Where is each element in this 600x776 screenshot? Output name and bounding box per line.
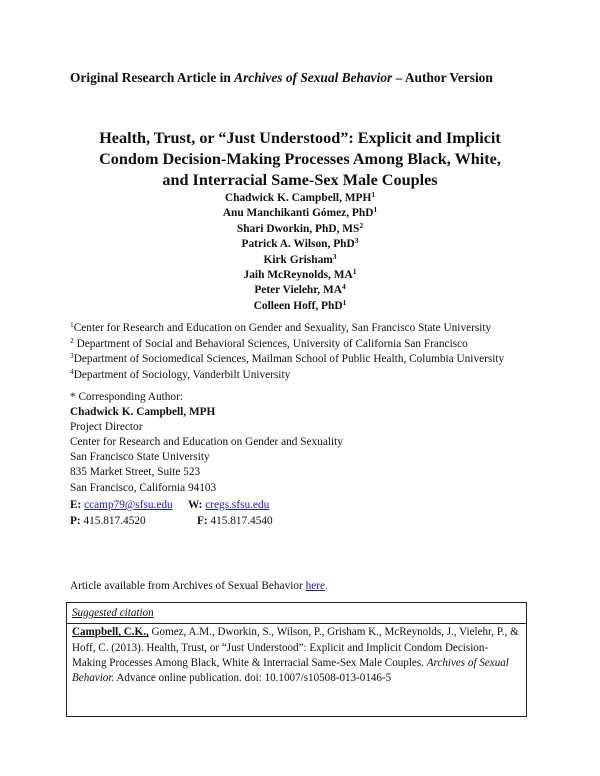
contact-row	[70, 514, 273, 530]
fax-value: 415.817.4540	[210, 514, 273, 527]
title-line: Condom Decision-Making Processes Among Black, White,	[99, 150, 501, 168]
title-line: Health, Trust, or “Just Understood”: Explicit and Implicit	[99, 129, 501, 147]
header-prefix: Original Research Article in	[70, 70, 235, 85]
author	[40, 237, 560, 252]
contact-name: Chadwick K. Campbell, MPH	[70, 406, 216, 419]
contact-details	[70, 498, 273, 529]
author	[40, 268, 560, 283]
affiliation-text: Center for Research and Education on Gender and Sexuality, San Francisco State University	[73, 322, 492, 334]
author	[40, 191, 560, 206]
affiliation	[70, 368, 504, 384]
author-name: Kirk Grisham	[263, 253, 333, 266]
web-link[interactable]: cregs.sfsu.edu	[205, 499, 270, 511]
citation-lead-author: Campbell, C.K.,	[72, 626, 149, 639]
fax-label: F:	[197, 514, 208, 527]
author-name: Anu Manchikanti Gómez, PhD	[222, 207, 374, 220]
author-affil-num: 3	[332, 251, 337, 261]
citation-box	[66, 602, 527, 717]
affiliation	[70, 352, 504, 368]
article-link[interactable]: here	[305, 580, 326, 592]
contact-city: San Francisco, California 94103	[70, 481, 217, 494]
author-affil-num: 1	[352, 267, 357, 277]
author-affil-num: 2	[359, 220, 364, 230]
author	[40, 299, 560, 314]
availability-text: Article available from Archives of Sexual Behavior	[70, 580, 306, 592]
author-affil-num: 3	[354, 236, 359, 246]
citation-divider	[67, 623, 526, 624]
author-name: Chadwick K. Campbell, MPH	[224, 192, 372, 204]
affiliation-num: 2	[70, 335, 74, 345]
contact-row	[70, 498, 273, 514]
header-journal: Archives of Sexual Behavior	[234, 70, 393, 85]
affiliation-text: Department of Social and Behavioral Sciences, University of California San Francisco	[73, 337, 468, 350]
author-affil-num: 1	[371, 190, 376, 199]
citation-tail: Advance online publication. doi: 10.1007/s10508-013-0146-5	[114, 672, 392, 685]
affiliation-list	[70, 321, 504, 383]
contact-label: * Corresponding Author:	[70, 391, 183, 403]
author-affil-num: 4	[341, 282, 346, 292]
affiliation-num: 1	[70, 320, 74, 329]
contact-org: Center for Research and Education on Gender and Sexuality	[70, 436, 343, 449]
web-label: W:	[188, 499, 203, 511]
author-name: Colleen Hoff, PhD	[253, 299, 343, 312]
availability-end: .	[325, 580, 328, 592]
author-name: Jaih McReynolds, MA	[243, 269, 353, 282]
author-list	[40, 191, 560, 314]
author-name: Shari Dworkin, PhD, MS	[236, 222, 360, 235]
phone-value: 415.817.4520	[83, 514, 146, 527]
affiliation-num: 4	[70, 366, 74, 376]
author	[40, 253, 560, 268]
author	[40, 283, 560, 298]
email-link[interactable]: ccamp79@sfsu.edu	[84, 499, 173, 511]
corresponding-author	[70, 390, 343, 496]
citation-text	[72, 625, 520, 686]
author-name: Patrick A. Wilson, PhD	[241, 238, 355, 251]
article-header	[70, 70, 493, 86]
contact-role: Project Director	[70, 421, 143, 434]
contact-street: 835 Market Street, Suite 523	[70, 466, 201, 479]
availability-note	[70, 580, 328, 592]
affiliation-num: 3	[70, 351, 74, 361]
title-line: and Interracial Same-Sex Male Couples	[162, 171, 438, 189]
email-label: E:	[70, 499, 82, 511]
affiliation	[70, 321, 504, 337]
author-name: Peter Vielehr, MA	[254, 284, 342, 297]
citation-journal: Archives of Sexual Behavior.	[72, 656, 509, 685]
affiliation	[70, 337, 504, 353]
contact-university: San Francisco State University	[70, 451, 210, 464]
affiliation-text: Department of Sociology, Vanderbilt University	[73, 368, 291, 381]
author	[40, 222, 560, 237]
citation-body: Gomez, A.M., Dworkin, S., Wilson, P., Grisham K., McReynolds, J., Vielehr, P., & Hoff, C. (2013). Health, Trust, or “Just Understood”: Explicit and Implicit Condom Decision-Making Processes Among Black, White & Interracial Same-Sex Male Couples.	[72, 626, 519, 669]
affiliation-text: Department of Sociomedical Sciences, Mailman School of Public Health, Columbia University	[73, 353, 505, 366]
article-title	[40, 128, 560, 191]
header-suffix: – Author Version	[392, 70, 493, 85]
author-affil-num: 1	[373, 205, 378, 215]
author	[40, 206, 560, 221]
phone-label: P:	[70, 514, 81, 527]
citation-label: Suggested citation	[72, 607, 154, 619]
author-affil-num: 1	[342, 297, 347, 307]
